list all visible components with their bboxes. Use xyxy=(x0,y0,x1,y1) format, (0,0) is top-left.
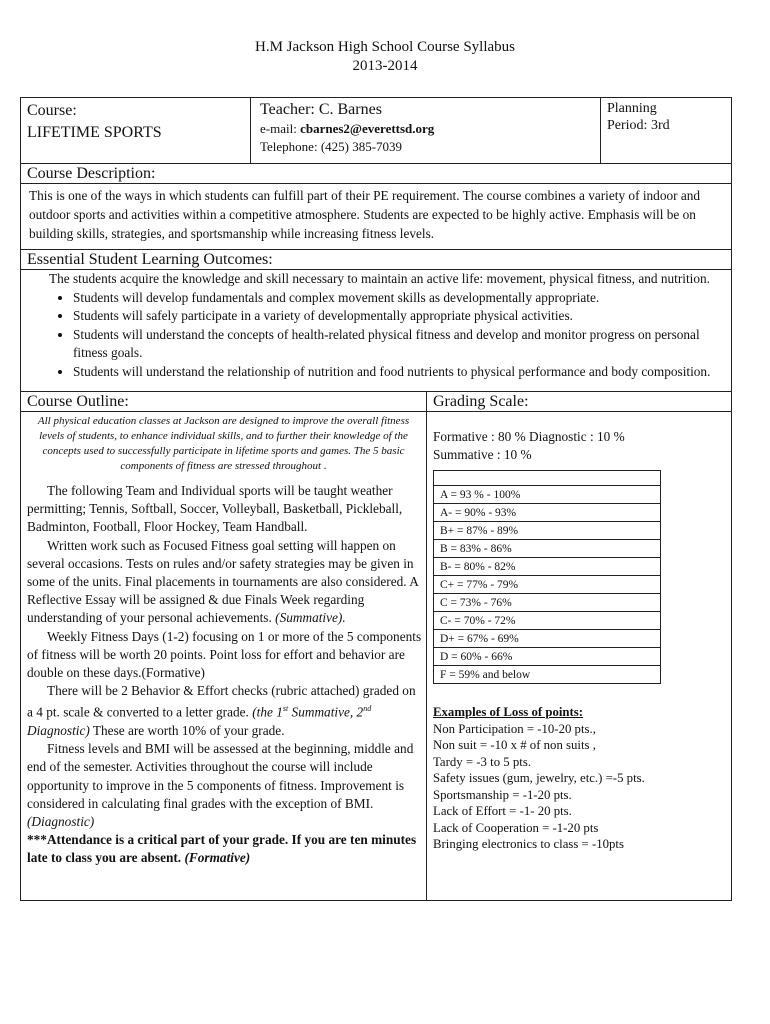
list-item: Bringing electronics to class = -10pts xyxy=(433,837,624,851)
telephone: Telephone: (425) 385-7039 xyxy=(260,139,403,154)
table-row xyxy=(434,540,661,558)
list-item: • Students will understand the relationship of nutrition and food nutrients to physical performance and body composition. xyxy=(73,363,723,382)
grade-cell: F = 59% and below xyxy=(434,666,661,684)
table-row xyxy=(434,630,661,648)
document-title xyxy=(0,38,770,76)
syllabus-table xyxy=(20,97,732,901)
list-item: Non suit = -10 x # of non suits , xyxy=(433,738,596,752)
course-name: LIFETIME SPORTS xyxy=(27,124,162,141)
outline-paragraph: The following Team and Individual sports will be taught weather permitting; Tennis, Softball, Soccer, Volleyball, Basketball, Pickleball, Badminton, Football, Floor Hockey, Team Handball. xyxy=(27,483,403,535)
list-item: • Students will safely participate in a variety of developmentally appropriate physical activities. xyxy=(73,307,723,326)
course-cell xyxy=(21,98,251,163)
grade-cell: C = 73% - 76% xyxy=(434,594,661,612)
outline-grading-row xyxy=(20,391,732,901)
grade-cell: D = 60% - 66% xyxy=(434,648,661,666)
grade-cell: B = 83% - 86% xyxy=(434,540,661,558)
list-item: • Students will develop fundamentals and complex movement skills as developmentally appropriate. xyxy=(73,289,723,308)
table-row xyxy=(434,558,661,576)
table-row xyxy=(434,522,661,540)
loss-title: Examples of Loss of points: xyxy=(433,705,584,719)
teacher-name: Teacher: C. Barnes xyxy=(260,101,382,118)
outline-intro: All physical education classes at Jackson are designed to improve the overall fitness levels of students, to enhance individual skills, and to further their knowledge of the concepts used to successfully participate in lifetime sports and games. The 5 basic components of fitness are stressed throughout . xyxy=(37,415,410,472)
grade-cell: A = 93 % - 100% xyxy=(434,486,661,504)
grading-scale-table xyxy=(433,470,661,684)
grade-weights-line: Summative : 10 % xyxy=(433,447,532,462)
list-item: Lack of Effort = -1- 20 pts. xyxy=(433,804,572,818)
planning-cell xyxy=(601,98,731,163)
course-description-title: Course Description: xyxy=(21,164,731,184)
outline-paragraph: Weekly Fitness Days (1-2) focusing on 1 or more of the 5 components of fitness will be worth 20 points. Point loss for effort and behavior are double on these days.(Formative) xyxy=(27,628,422,681)
planning-period: Period: 3rd xyxy=(607,118,670,133)
table-row xyxy=(434,612,661,630)
grade-cell: D+ = 67% - 69% xyxy=(434,630,661,648)
email-line xyxy=(260,120,591,138)
planning-label: Planning xyxy=(607,101,657,116)
course-description-text: This is one of the ways in which students can fulfill part of their PE requirement. The course combines a variety of indoor and outdoor sports and activities within a competitive atmosphere. Students are expected to be highly active. Emphasis will be on building skills, strategies, and sportsmanship while increasing fitness levels. xyxy=(29,188,701,241)
course-info-row xyxy=(20,97,732,163)
table-row xyxy=(434,471,661,486)
course-outline-section xyxy=(21,392,427,900)
outcomes-intro: The students acquire the knowledge and skill necessary to maintain an active life: movement, physical fitness, and nutrition. xyxy=(49,271,710,286)
list-item: Non Participation = -10-20 pts., xyxy=(433,721,596,736)
attendance-note: ***Attendance is a critical part of your grade. If you are ten minutes late to class you are absent. (Formative) xyxy=(27,832,417,866)
list-item: • Students will understand the concepts of health-related physical fitness and develop and monitor progress on personal fitness goals. xyxy=(73,326,723,363)
syllabus-title: H.M Jackson High School Course Syllabus xyxy=(255,39,515,55)
course-description-section xyxy=(20,163,732,249)
email-link[interactable]: cbarnes2@everettsd.org xyxy=(300,121,435,136)
course-label: Course: xyxy=(27,102,77,119)
outline-paragraph: Fitness levels and BMI will be assessed at the beginning, middle and end of the semester. Activities throughout the course will include opportunity to improve in the 5 components of fitness. Improvement is considered in calculating final grades with the exception of BMI. (Diagnostic) xyxy=(27,741,414,830)
email-label: e-mail: xyxy=(260,121,297,136)
grade-cell: A- = 90% - 93% xyxy=(434,504,661,522)
table-row xyxy=(434,486,661,504)
grade-cell: C- = 70% - 72% xyxy=(434,612,661,630)
table-row xyxy=(434,594,661,612)
table-row xyxy=(434,648,661,666)
table-row xyxy=(434,504,661,522)
grade-weights-line: Formative : 80 % Diagnostic : 10 % xyxy=(433,429,625,444)
list-item: Safety issues (gum, jewelry, etc.) =-5 pts. xyxy=(433,771,645,785)
teacher-cell xyxy=(251,98,601,163)
outline-body xyxy=(21,474,426,868)
outcomes-body xyxy=(21,270,731,391)
grading-section xyxy=(427,392,731,900)
outcomes-list xyxy=(49,289,723,382)
list-item: Sportsmanship = -1-20 pts. xyxy=(433,787,572,802)
outline-paragraph: There will be 2 Behavior & Effort checks (rubric attached) graded on a 4 pt. scale & converted to a letter grade. (the 1st Summative, 2nd Diagnostic) These are worth 10% of your grade. xyxy=(27,683,416,739)
grade-cell: B+ = 87% - 89% xyxy=(434,522,661,540)
table-row xyxy=(434,666,661,684)
list-item: Tardy = -3 to 5 pts. xyxy=(433,754,532,769)
loss-of-points xyxy=(427,684,731,853)
outcomes-title: Essential Student Learning Outcomes: xyxy=(21,250,731,270)
grading-title: Grading Scale: xyxy=(427,392,731,412)
table-row xyxy=(434,576,661,594)
school-year: 2013-2014 xyxy=(352,58,418,74)
grade-cell: C+ = 77% - 79% xyxy=(434,576,661,594)
outline-paragraph: Written work such as Focused Fitness goal setting will happen on several occasions. Tests on rules and/or safety strategies may be given in some of the units. Final placements in tournaments are also considered. A Reflective Essay will be assigned & due Finals Week regarding understanding of your personal achievements. (Summative). xyxy=(27,537,419,626)
course-outline-title: Course Outline: xyxy=(21,392,426,412)
grade-cell: B- = 80% - 82% xyxy=(434,558,661,576)
outcomes-section xyxy=(20,249,732,391)
list-item: Lack of Cooperation = -1-20 pts xyxy=(433,820,599,835)
